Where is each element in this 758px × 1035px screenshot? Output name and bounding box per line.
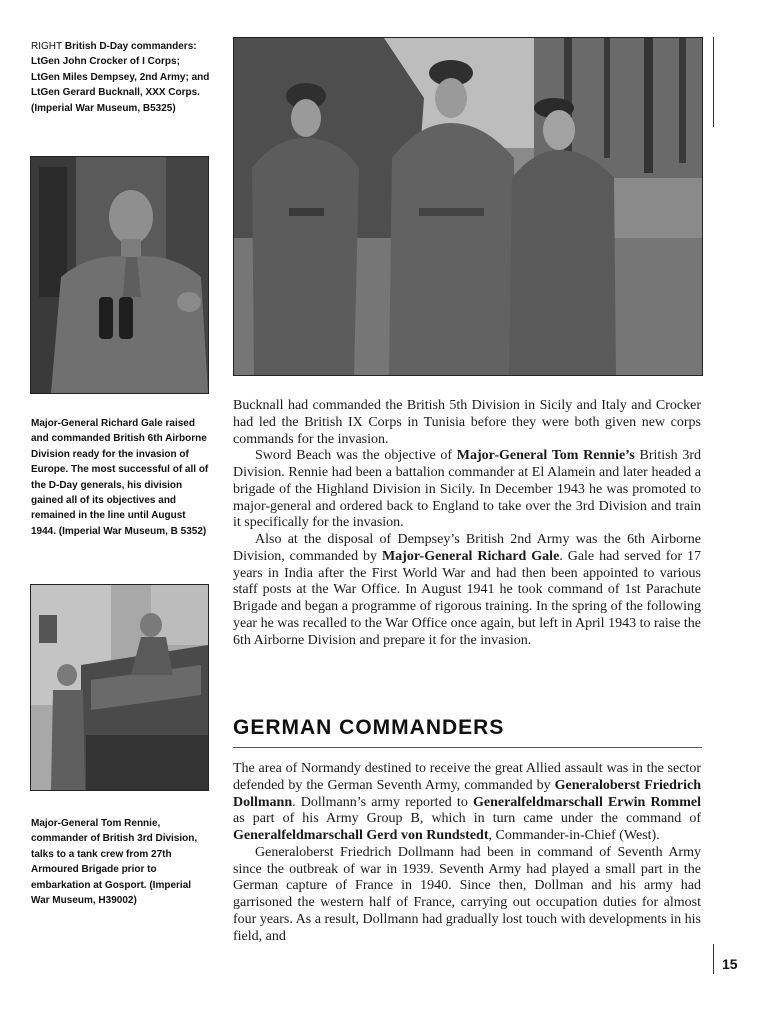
text-run: as part of his Army Group B, which in turn came under the command of [233,811,701,827]
text-run: Also at the disposal of Dempsey’s British 2nd Army was the 6th Airborne Division, commanded by [233,532,701,564]
paragraph: Generaloberst Friedrich Dollmann had been in command of Seventh Army since the outbreak of war in 1939. Seventh Army had played a small part in the German capture of France in 1940. Since then, Dollman and his army had garrisoned the western half of France, carrying out occupation duties for almost four years. As a result, Dollmann had gradually lost touch with developments in his field, and [233,844,701,944]
text-run: Sword Beach was the objective of [255,448,457,464]
caption-gale [31,416,211,539]
page-number: 15 [722,956,738,972]
caption-lead: RIGHT [31,41,63,52]
paragraph: Bucknall had commanded the British 5th Division in Sicily and Italy and Crocker had led the British IX Corps in Tunisia before they were both given new corps commands for the invasion. [233,398,701,447]
name-rommel: Generalfeldmarschall Erwin Rommel [472,794,701,810]
body-section-2 [233,761,701,945]
caption-text: Major-General Tom Rennie, commander of British 3rd Division, talks to a tank crew from 27th Armoured Brigade prior to embarkation at Gosport. (Imperial War Museum, H39002) [31,818,198,907]
name-dollmann: Generaloberst Friedrich Dollmann [233,777,701,810]
text-run: , Commander-in-Chief (West). [488,828,660,843]
heading-rule [233,747,702,748]
caption-text: Major-General Richard Gale raised and commanded British 6th Airborne Division ready for the invasion of Europe. The most successful of all of the D-Day generals, his division gained all of its objectives and remained in the line until August 1944. (Imperial War Museum, B 5352) [31,418,209,537]
text-run: The area of Normandy destined to receive the great Allied assault was in the sector defended by the German Seventh Army, commanded by [233,761,701,793]
name-rennie: Major-General Tom Rennie’s [456,448,635,464]
paragraph [233,761,701,845]
name-rundstedt: Generalfeldmarschall Gerd von Rundstedt [233,828,489,843]
text-run: British 3rd Division. Rennie had been a battalion commander at El Alamein and later headed a brigade of the Highland Division in Sicily. In December 1943 he was promoted to major-general and ordered back to England to take over the 3rd Division and train it specifically for the invasion. [233,448,702,531]
margin-line-top [713,37,714,127]
photo-gale [30,156,209,394]
body-section-1 [233,398,701,649]
margin-line-bottom [713,944,714,974]
name-gale: Major-General Richard Gale [381,548,560,564]
caption-text: British D-Day commanders: LtGen John Crocker of I Corps; LtGen Miles Dempsey, 2nd Army; and LtGen Gerard Bucknall, XXX Corps. (Imperial War Museum, B5325) [31,41,210,114]
photo-three-commanders [233,37,703,376]
text-run: . Gale had served for 17 years in India after the First World War and had then been appointed to various staff posts at the War Office. In August 1941 he took command of 1st Parachute Brigade and began a programme of rigorous training. In the spring of the following year he was recalled to the War Office once again, but left in April 1943 to raise the 6th Airborne Division and prepare it for the invasion. [233,548,701,648]
photo-rennie-tank [30,584,209,791]
section-heading: GERMAN COMMANDERS [233,716,505,739]
paragraph [233,532,701,649]
paragraph [233,448,701,532]
caption-rennie [31,816,211,908]
text-run: . Dollmann’s army reported to [292,794,473,810]
caption-commanders [31,39,211,116]
